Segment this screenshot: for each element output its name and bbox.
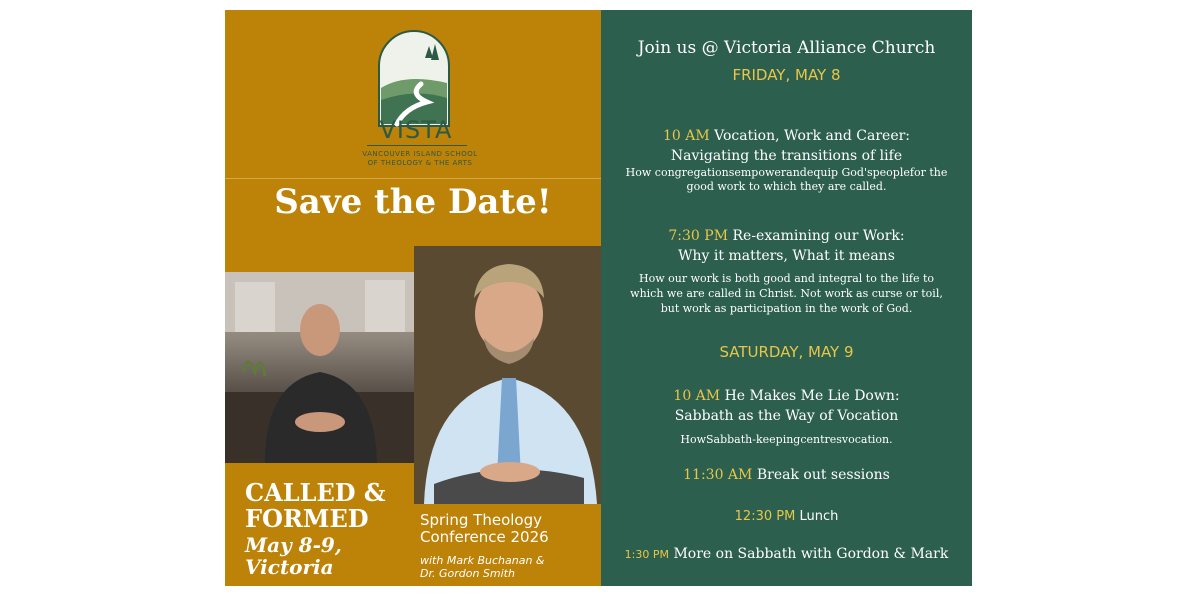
speaker-photo-2-illustration (414, 246, 601, 504)
header-divider (225, 178, 601, 179)
session-6-title: More on Sabbath with Gordon & Mark (673, 546, 949, 562)
session-1-title (601, 128, 972, 144)
speakers-line-1: with Mark Buchanan & (420, 554, 545, 567)
session-3-title (601, 388, 972, 404)
conference-subtitle (420, 512, 549, 546)
session-5-time: 12:30 PM (734, 509, 796, 524)
venue-line: Join us @ Victoria Alliance Church (637, 38, 936, 58)
subtitle-line-1: Spring Theology (420, 511, 542, 529)
left-panel (225, 10, 601, 586)
logo-subtitle-line-1: VANCOUVER ISLAND SCHOOL (362, 150, 478, 158)
logo-wordmark: VISTA (379, 116, 453, 144)
session-2-desc-1: How our work is both good and integral to the life to (639, 272, 934, 285)
session-3-time: 10 AM (673, 388, 721, 404)
session-5 (601, 509, 972, 524)
session-2-title (601, 228, 972, 244)
dates-line-2: Victoria (245, 555, 334, 579)
session-4-title: Break out sessions (752, 467, 890, 483)
speakers-credit (420, 554, 545, 580)
vista-logo-icon (375, 28, 453, 128)
session-4 (601, 467, 972, 483)
session-3-title-text: He Makes Me Lie Down: (720, 388, 900, 404)
logo-divider (367, 145, 467, 146)
session-3-desc: HowSabbath-keepingcentresvocation. (680, 433, 893, 446)
session-2-subtitle: Why it matters, What it means (678, 248, 895, 264)
session-2-time: 7:30 PM (668, 228, 729, 244)
session-1-desc-1: How congregationsempowerandequip God'speoplefor the (625, 166, 948, 179)
session-1-title-text: Vocation, Work and Career: (709, 128, 911, 144)
conference-title (245, 480, 386, 532)
session-6 (601, 546, 972, 562)
session-2-desc-2: which we are called in Christ. Not work as curse or toil, (630, 287, 943, 300)
session-1-subtitle: Navigating the transitions of life (670, 148, 903, 164)
conference-dates (245, 534, 342, 578)
title-line-2: FORMED (245, 504, 369, 533)
session-1-desc-2: good work to which they are called. (686, 180, 887, 193)
subtitle-line-2: Conference 2026 (420, 528, 549, 546)
session-2-title-text: Re-examining our Work: (728, 228, 905, 244)
speakers-line-2: Dr. Gordon Smith (420, 567, 515, 580)
dates-line-1: May 8-9, (245, 533, 342, 557)
session-6-time: 1:30 PM (624, 548, 669, 561)
session-2-desc-3: but work as participation in the work of God. (660, 302, 913, 315)
speaker-photo-mark-buchanan (225, 272, 414, 463)
session-3-subtitle: Sabbath as the Way of Vocation (674, 408, 899, 424)
logo-subtitle-line-2: OF THEOLOGY & THE ARTS (367, 159, 473, 167)
schedule-panel (601, 10, 972, 586)
speaker-photo-1-illustration (225, 272, 414, 463)
event-flyer (225, 10, 972, 586)
title-line-1: CALLED & (245, 478, 386, 507)
friday-heading: FRIDAY, MAY 8 (732, 66, 841, 84)
save-the-date-heading: Save the Date! (274, 182, 552, 222)
saturday-heading: SATURDAY, MAY 9 (719, 343, 854, 361)
session-1-time: 10 AM (662, 128, 710, 144)
session-5-title: Lunch (795, 509, 839, 524)
speaker-photo-gordon-smith (414, 246, 601, 504)
session-4-time: 11:30 AM (683, 467, 753, 483)
logo-subtitle (345, 150, 495, 168)
